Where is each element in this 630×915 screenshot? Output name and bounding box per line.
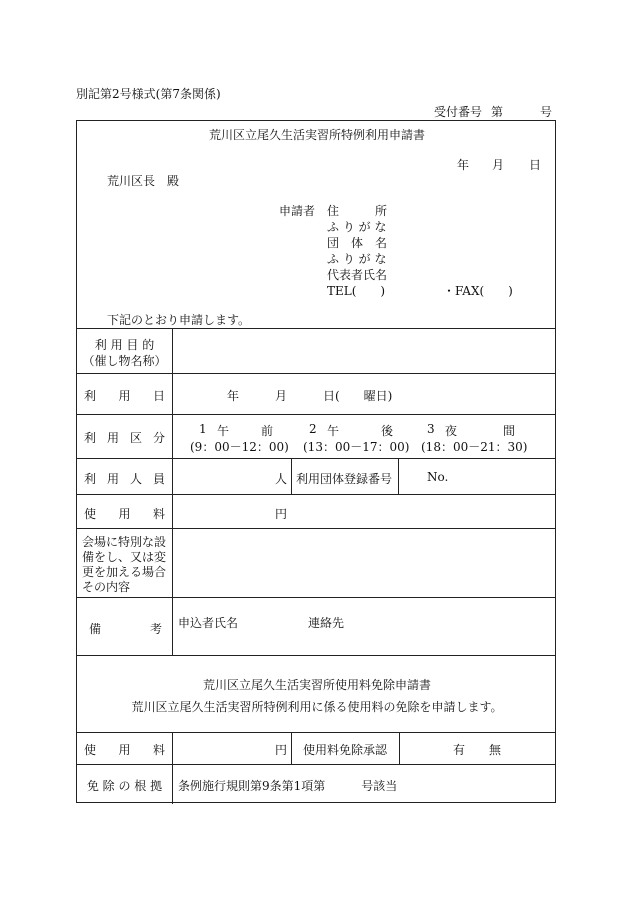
field-representative: 代表者氏名 — [327, 268, 388, 282]
application-statement: 下記のとおり申請します。 — [107, 313, 251, 327]
division-3-b: 間 — [503, 424, 516, 438]
exemption-basis-value: 条例施行規則第9条第1項第 号該当 — [178, 779, 398, 793]
purpose-label-2: （催し物名称） — [82, 354, 167, 368]
exemption-statement: 荒川区立尾久生活実習所特例利用に係る使用料の免除を申請します。 — [131, 700, 503, 714]
addressee: 荒川区長 殿 — [107, 174, 180, 188]
special-label-line-4: その内容 — [82, 580, 131, 594]
exemption-yes: 有 — [453, 743, 466, 757]
form-reference: 別記第2号様式(第7条関係) — [76, 87, 221, 101]
applicant-label: 申請者 — [279, 204, 316, 218]
division-1-num: 1 — [199, 422, 207, 436]
exemption-approval-label: 使用料免除承認 — [303, 743, 388, 757]
exemption-fee-unit: 円 — [275, 743, 288, 757]
division-1-time: (9：00－12：00) — [190, 440, 289, 454]
date-value: 年 月 日( 曜日) — [227, 389, 393, 403]
date-year: 年 — [457, 158, 470, 172]
exemption-no: 無 — [489, 743, 502, 757]
fee-label: 使 用 料 — [84, 507, 165, 521]
special-label-line-3: 更を加える場合 — [82, 565, 167, 579]
remarks-label-a: 備 — [89, 622, 102, 636]
exemption-title: 荒川区立尾久生活実習所使用料免除申請書 — [202, 678, 431, 692]
division-2-b: 後 — [381, 424, 394, 438]
field-furigana-1: ふ り が な — [327, 220, 387, 234]
division-2-a: 午 — [327, 424, 340, 438]
field-address: 住 所 — [327, 204, 388, 218]
reception-dai: 第 — [491, 105, 504, 119]
application-title: 荒川区立尾久生活実習所特例利用申請書 — [208, 128, 425, 142]
application-form — [76, 120, 556, 803]
exemption-fee-label: 使 用 料 — [84, 743, 165, 757]
contact-label: 連絡先 — [308, 616, 345, 630]
persons-label: 利 用 人 員 — [84, 472, 165, 486]
applicant-name-label: 申込者氏名 — [178, 616, 239, 630]
exemption-basis-label: 免 除 の 根 拠 — [86, 779, 163, 793]
field-group-name: 団 体 名 — [327, 236, 388, 250]
reception-number-label: 受付番号 — [434, 105, 483, 119]
division-label: 利 用 区 分 — [84, 431, 165, 445]
division-2-time: (13：00－17：00) — [303, 440, 410, 454]
special-label-line-2: 備をし、又は変 — [82, 550, 167, 564]
division-1-b: 前 — [261, 424, 274, 438]
fee-unit: 円 — [275, 507, 288, 521]
group-registration-label: 利用団体登録番号 — [296, 472, 393, 486]
division-3-a: 夜 — [445, 424, 458, 438]
division-3-num: 3 — [427, 422, 435, 436]
reception-go: 号 — [540, 105, 553, 119]
date-month: 月 — [492, 158, 505, 172]
tel-field: TEL( ) — [327, 284, 386, 298]
field-furigana-2: ふ り が な — [327, 252, 387, 266]
division-1-a: 午 — [217, 424, 230, 438]
purpose-label-1: 利 用 目 的 — [94, 338, 155, 352]
fax-field: ・FAX( ) — [443, 284, 513, 298]
special-label-line-1: 会場に特別な設 — [82, 535, 167, 549]
group-registration-no: No. — [427, 470, 449, 484]
division-2-num: 2 — [309, 422, 317, 436]
remarks-label-b: 考 — [150, 622, 163, 636]
division-3-time: (18：00－21：30) — [421, 440, 528, 454]
date-day: 日 — [529, 158, 542, 172]
persons-unit: 人 — [275, 472, 288, 486]
date-label: 利 用 日 — [84, 389, 165, 403]
